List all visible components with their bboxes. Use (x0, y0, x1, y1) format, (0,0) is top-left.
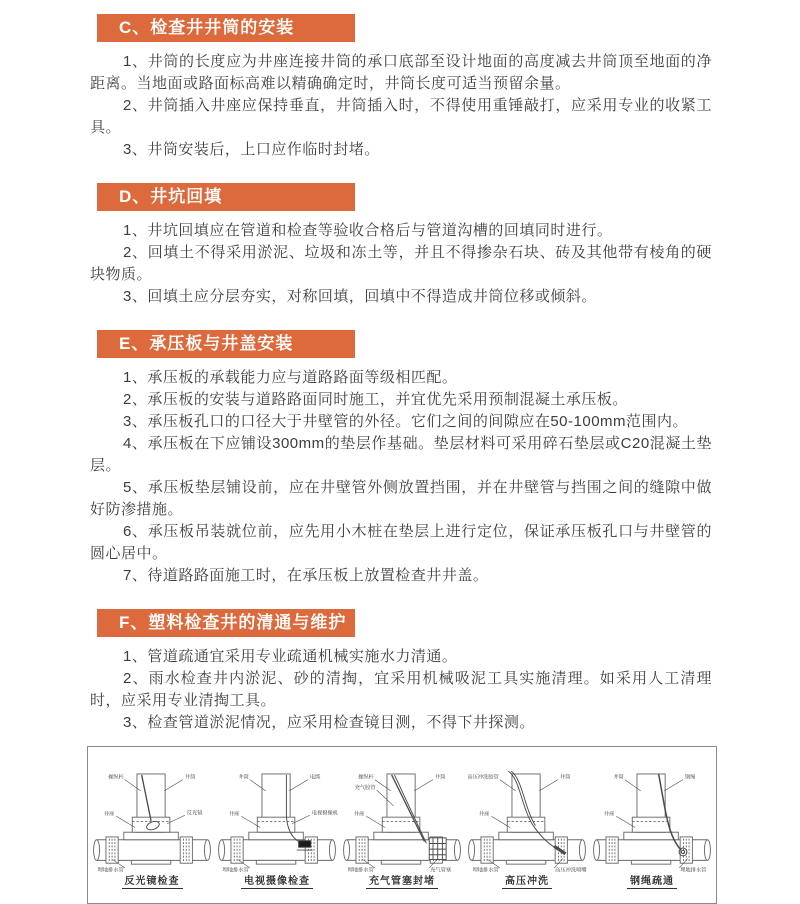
svg-text:反光镜: 反光镜 (186, 810, 203, 817)
svg-text:井筒: 井筒 (184, 774, 196, 781)
diagram-camera (215, 764, 339, 889)
svg-text:充气胶管: 充气胶管 (354, 785, 376, 791)
svg-text:高压冲洗胶管: 高压冲洗胶管 (467, 774, 499, 781)
section-c-item-1: 1、井筒的长度应为井座连接井筒的承口底部至设计地面的高度减去井筒顶至地面的净距离。当地面或路面标高难以精确确定时，井筒长度可适当预留余量。 (90, 53, 712, 92)
section-f-item-3: 3、检查管道淤泥情况，应采用检查镜目测，不得下井探测。 (123, 714, 535, 731)
diagram-caption: 电视摄像检查 (241, 872, 313, 889)
diagram-rope (590, 764, 714, 889)
section-c-item-3: 3、井筒安装后，上口应作临时封堵。 (123, 141, 380, 158)
section-e-item-1: 1、承压板的承载能力应与道路路面等级相匹配。 (123, 369, 458, 386)
svg-text:埋地排水管: 埋地排水管 (347, 867, 374, 874)
section-e-item-7: 7、待道路路面施工时，在承压板上放置检查井井盖。 (123, 567, 489, 584)
diagram-rope-drawing (590, 764, 714, 876)
diagram-flush (465, 764, 589, 889)
section-d-item-1: 1、井坑回填应在管道和检查等验收合格后与管道沟槽的回填同时进行。 (123, 222, 613, 239)
svg-text:井筒: 井筒 (613, 774, 624, 781)
section-e-item-3: 3、承压板孔口的口径大于井壁管的外径。它们之间的间隙应在50-100mm范围内。 (123, 413, 689, 430)
diagram-caption: 充气管塞封堵 (366, 872, 438, 889)
diagram-camera-drawing (215, 764, 339, 876)
section-f-item-1: 1、管道疏通宜采用专业疏通机械实施水力清通。 (123, 648, 458, 665)
svg-text:井座: 井座 (228, 811, 240, 818)
maintenance-methods-figure (87, 746, 717, 904)
section-e-item-2: 2、承压板的安装与道路路面同时施工，并宜优先采用预制混凝土承压板。 (123, 391, 628, 408)
svg-text:井座: 井座 (103, 811, 115, 818)
diagram-plug (340, 764, 464, 889)
diagram-flush-drawing (465, 764, 589, 876)
section-e-item-4: 4、承压板在下应铺设300mm的垫层作基础。垫层材料可采用碎石垫层或C20混凝土垫层。 (90, 435, 712, 474)
section-e-item-6: 6、承压板吊装就位前，应先用小木桩在垫层上进行定位，保证承压板孔口与井壁管的圆心居中。 (90, 523, 712, 562)
diagram-mirror-drawing (90, 764, 214, 876)
svg-text:操纵杆: 操纵杆 (358, 774, 374, 781)
svg-text:电视摄像机: 电视摄像机 (311, 810, 339, 817)
section-d (90, 183, 712, 308)
svg-text:埋地排水管: 埋地排水管 (472, 867, 499, 874)
section-d-item-2: 2、回填土不得采用淤泥、垃圾和冻土等，并且不得掺杂石块、砖及其他带有棱角的硬块物质。 (90, 244, 712, 283)
svg-text:高压冲洗喷嘴: 高压冲洗喷嘴 (555, 867, 587, 874)
diagram-plug-drawing (340, 764, 464, 876)
section-f-item-2: 2、雨水检查井内淤泥、砂的清掏，宜采用机械吸泥工具实施清理。如采用人工清理时，应采用专业清掏工具。 (90, 670, 712, 709)
section-d-item-3: 3、回填土应分层夯实，对称回填，回填中不得造成井筒位移或倾斜。 (123, 288, 597, 305)
svg-text:井筒: 井筒 (434, 774, 446, 781)
svg-text:埋地排水管: 埋地排水管 (680, 867, 707, 874)
svg-text:井筒: 井筒 (559, 774, 571, 781)
section-d-header: D、井坑回填 (97, 183, 355, 211)
svg-text:埋地排水管: 埋地排水管 (97, 867, 124, 874)
svg-text:埋地排水管: 埋地排水管 (222, 867, 249, 874)
svg-text:井筒: 井筒 (238, 774, 249, 781)
section-c (90, 14, 712, 161)
svg-text:钢绳: 钢绳 (684, 774, 696, 781)
svg-text:井座: 井座 (353, 811, 365, 818)
svg-text:电缆: 电缆 (309, 774, 321, 781)
diagram-caption: 钢绳疏通 (627, 872, 677, 889)
svg-text:井座: 井座 (478, 811, 490, 818)
section-e-item-5: 5、承压板垫层铺设前，应在井壁管外侧放置挡围，并在井壁管与挡围之间的缝隙中做好防渗措施。 (90, 479, 712, 518)
section-c-item-2: 2、井筒插入井座应保持垂直，井筒插入时，不得使用重锤敲打，应采用专业的收紧工具。 (90, 97, 712, 136)
diagram-mirror (90, 764, 214, 889)
diagram-caption: 高压冲洗 (502, 872, 552, 889)
section-e-header: E、承压板与井盖安装 (97, 330, 355, 358)
svg-text:井座: 井座 (603, 811, 615, 818)
diagram-caption: 反光镜检查 (122, 872, 183, 889)
svg-text:操纵杆: 操纵杆 (108, 774, 124, 781)
svg-text:充气管塞: 充气管塞 (430, 867, 452, 874)
section-f (90, 609, 712, 734)
section-e (90, 330, 712, 587)
section-c-header: C、检查井井筒的安装 (97, 14, 355, 42)
section-f-header: F、塑料检查井的清通与维护 (97, 609, 355, 637)
